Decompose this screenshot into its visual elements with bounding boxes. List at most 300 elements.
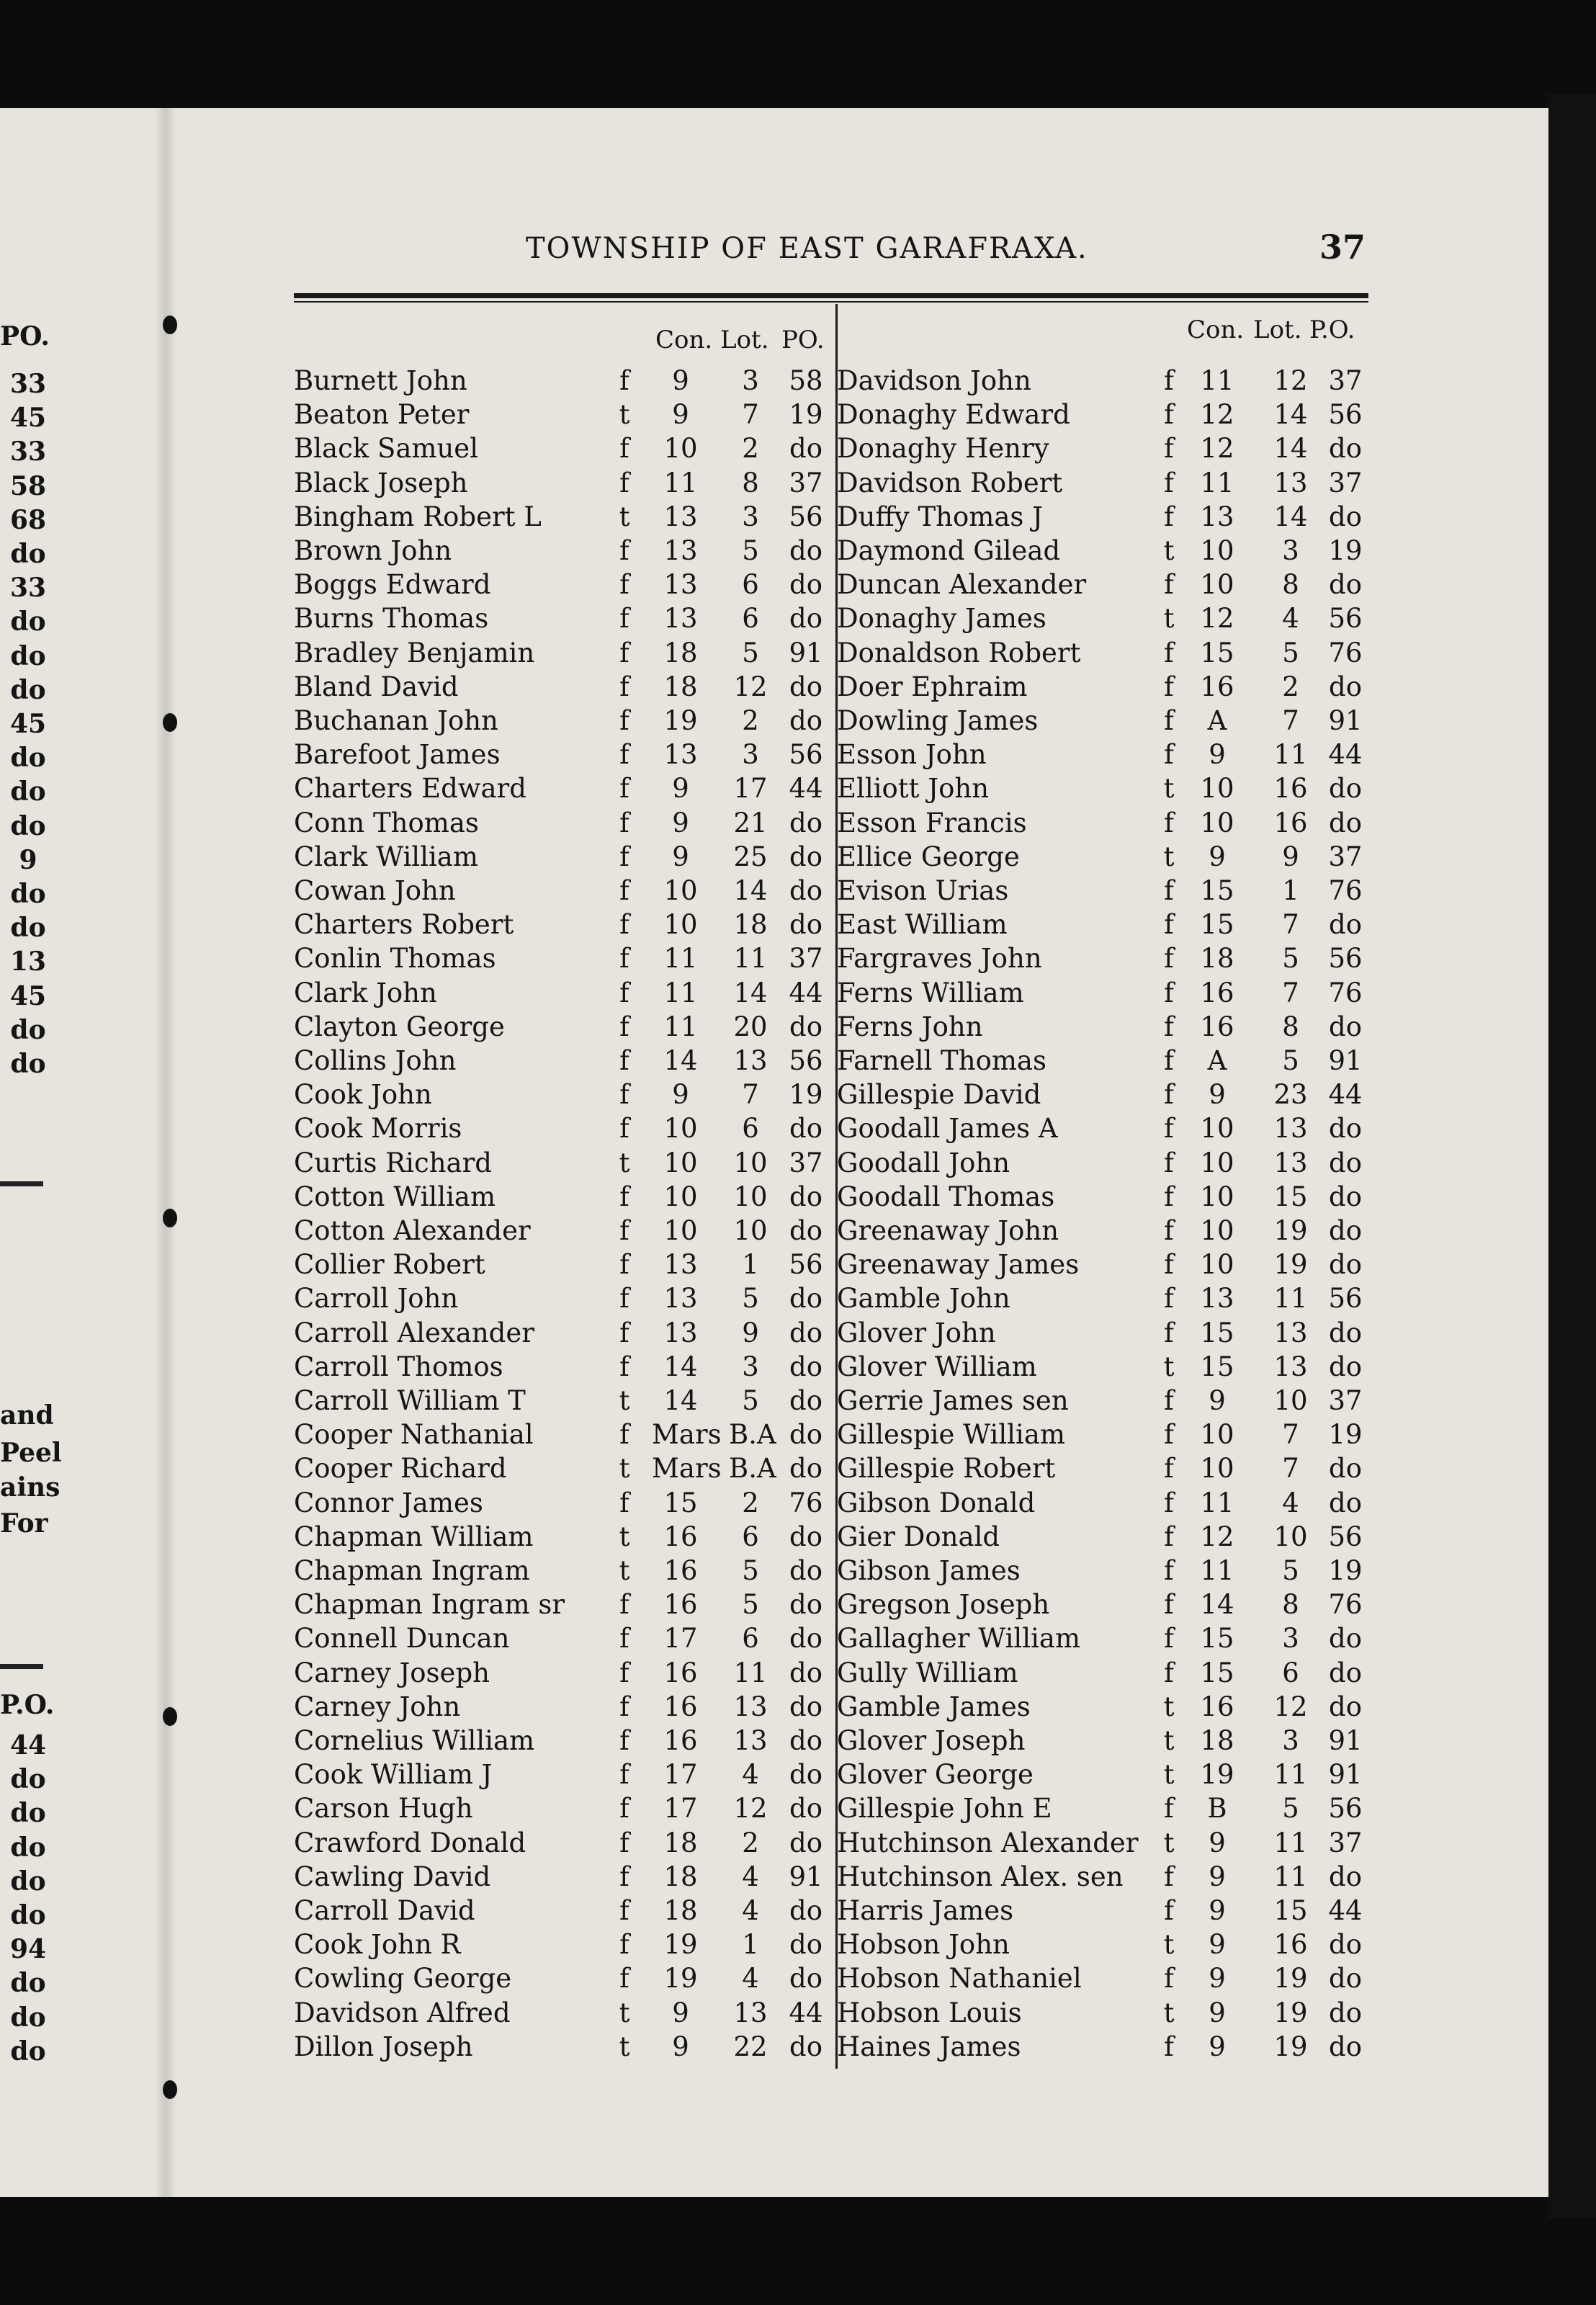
- right-entry: [837, 431, 1367, 465]
- lot: 18: [733, 909, 768, 941]
- right-entry: [837, 1078, 1367, 1111]
- lot: 5: [1282, 1555, 1299, 1586]
- concession: 10: [1200, 1147, 1234, 1178]
- left-entry: [294, 840, 827, 874]
- left-entry: [294, 738, 827, 771]
- left-entry: [294, 874, 827, 908]
- post-office: 44: [1328, 739, 1363, 771]
- post-office: 44: [789, 977, 823, 1008]
- concession: 16: [1200, 671, 1234, 702]
- tenure: f: [1164, 1011, 1174, 1042]
- lot: 13: [733, 1691, 768, 1722]
- concession: 11: [663, 467, 698, 498]
- left-entry: [294, 364, 827, 398]
- left-entry: [294, 771, 827, 805]
- margin-value: do: [10, 879, 46, 909]
- post-office: do: [1329, 1691, 1362, 1722]
- lot: 2: [1282, 671, 1299, 702]
- right-entry: [837, 704, 1367, 738]
- entry-name: Hutchinson Alexander: [837, 1827, 1139, 1858]
- entry-name: Carney Joseph: [294, 1657, 490, 1688]
- tenure: f: [1164, 399, 1174, 431]
- page-number: 37: [1319, 228, 1366, 267]
- tenure: f: [1164, 671, 1174, 702]
- concession: 15: [1200, 1623, 1234, 1655]
- left-entry: [294, 1724, 827, 1758]
- margin-value: do: [10, 640, 46, 671]
- lot: 3: [1282, 535, 1299, 566]
- tenure: f: [1164, 1589, 1174, 1621]
- post-office: do: [789, 569, 822, 601]
- tenure: f: [619, 1657, 629, 1688]
- lot: 7: [1282, 1419, 1299, 1451]
- concession: 13: [1200, 1283, 1234, 1315]
- right-entry: [837, 1044, 1367, 1078]
- left-entry: [294, 941, 827, 975]
- entry-name: Clayton George: [294, 1011, 505, 1042]
- lot: 11: [1273, 739, 1308, 771]
- entry-name: Cawling David: [294, 1861, 491, 1892]
- entry-name: Gallagher William: [837, 1623, 1081, 1655]
- post-office: 76: [1328, 637, 1363, 668]
- entry-name: Fargraves John: [837, 943, 1042, 975]
- concession: 13: [663, 1249, 698, 1281]
- concession: 16: [663, 1691, 698, 1722]
- concession: 14: [663, 1045, 698, 1076]
- right-entry: [837, 1010, 1367, 1044]
- tenure: f: [619, 1487, 629, 1518]
- post-office: 19: [789, 399, 823, 431]
- post-office: 76: [1328, 1589, 1363, 1621]
- left-entry: [294, 1248, 827, 1281]
- post-office: do: [789, 1419, 822, 1451]
- concession: A: [1207, 1045, 1227, 1076]
- post-office: 91: [789, 637, 823, 668]
- entry-name: Carroll Alexander: [294, 1317, 534, 1348]
- right-entry: [837, 1656, 1367, 1690]
- post-office: 37: [1328, 467, 1363, 498]
- tenure: f: [619, 1045, 629, 1076]
- concession: 9: [672, 773, 689, 805]
- lot: 10: [733, 1147, 768, 1178]
- left-entry: [294, 1418, 827, 1451]
- left-entry: [294, 1281, 827, 1315]
- concession: 14: [663, 1351, 698, 1382]
- concession: 13: [663, 1317, 698, 1348]
- tenure: f: [619, 807, 629, 838]
- tenure: t: [1163, 1725, 1175, 1756]
- lot: 4: [742, 1759, 759, 1791]
- post-office: 19: [1328, 1555, 1363, 1586]
- right-entry: [837, 1791, 1367, 1825]
- post-office: do: [1329, 1317, 1362, 1348]
- entry-name: Hobson Nathaniel: [837, 1963, 1082, 1995]
- concession: 9: [1209, 1079, 1226, 1111]
- entry-name: Gamble James: [837, 1691, 1031, 1722]
- tenure: t: [1163, 1997, 1175, 2028]
- left-entry: [294, 1758, 827, 1791]
- post-office: do: [789, 1011, 822, 1042]
- lot: 23: [1273, 1079, 1308, 1111]
- lot: 7: [742, 399, 759, 431]
- right-entry: [837, 1180, 1367, 1214]
- post-office: 37: [789, 467, 823, 498]
- concession: 16: [1200, 1691, 1234, 1722]
- entry-name: Gully William: [837, 1657, 1018, 1688]
- concession: 9: [672, 807, 689, 838]
- post-office: 56: [1328, 943, 1363, 975]
- lot: 12: [733, 1793, 768, 1825]
- left-entry: [294, 1554, 827, 1588]
- post-office: do: [789, 1453, 822, 1485]
- post-office: do: [789, 1351, 822, 1382]
- page-edge: [1548, 94, 1596, 2219]
- post-office: do: [789, 1691, 822, 1722]
- right-entry: [837, 1451, 1367, 1485]
- right-entry: [837, 1758, 1367, 1791]
- right-entry: [837, 771, 1367, 805]
- right-entry: [837, 1690, 1367, 1724]
- entry-name: Esson John: [837, 739, 987, 771]
- concession: 16: [1200, 1011, 1234, 1042]
- post-office: do: [1329, 1113, 1362, 1145]
- concession: 18: [663, 637, 698, 668]
- tenure: f: [1164, 1283, 1174, 1315]
- concession: 10: [663, 433, 698, 465]
- post-office: 37: [1328, 1385, 1363, 1416]
- entry-name: Hutchinson Alex. sen: [837, 1861, 1124, 1892]
- gutter-shadow: [155, 108, 176, 2197]
- post-office: do: [789, 1283, 822, 1315]
- header-po-left: PO.: [781, 326, 825, 354]
- concession: 11: [663, 943, 698, 975]
- entry-name: Charters Robert: [294, 909, 514, 941]
- tenure: f: [1164, 705, 1174, 736]
- left-entry: [294, 1350, 827, 1384]
- post-office: do: [789, 841, 822, 872]
- tenure: f: [1164, 501, 1174, 532]
- concession: 13: [1200, 501, 1234, 532]
- concession: 10: [1200, 1419, 1234, 1451]
- tenure: f: [1164, 1453, 1174, 1485]
- left-entry: [294, 568, 827, 601]
- tenure: t: [619, 1453, 630, 1485]
- post-office: 37: [1328, 365, 1363, 396]
- entry-name: Beaton Peter: [294, 399, 470, 431]
- concession: 15: [663, 1487, 698, 1518]
- concession: 19: [1200, 1759, 1234, 1791]
- lot: 19: [1273, 1963, 1308, 1995]
- post-office: 91: [789, 1861, 823, 1892]
- right-entry: [837, 1350, 1367, 1384]
- entry-name: Bland David: [294, 671, 459, 702]
- post-office: 56: [1328, 1521, 1363, 1552]
- lot: 6: [742, 1623, 759, 1655]
- margin-value: 58: [9, 470, 47, 501]
- entry-name: Duncan Alexander: [837, 569, 1087, 601]
- concession: 10: [663, 909, 698, 941]
- lot: 5: [742, 1283, 759, 1315]
- lot: 17: [733, 773, 768, 805]
- tenure: f: [1164, 569, 1174, 601]
- lot: 5: [1282, 1793, 1299, 1825]
- entry-name: Goodall James A: [837, 1113, 1058, 1145]
- tenure: t: [619, 1521, 630, 1552]
- tenure: t: [619, 2031, 630, 2062]
- tenure: f: [1164, 875, 1174, 906]
- left-entry: [294, 1316, 827, 1350]
- margin-word: For: [0, 1508, 48, 1539]
- post-office: 19: [1328, 535, 1363, 566]
- entry-name: Boggs Edward: [294, 569, 491, 601]
- left-entry: [294, 1791, 827, 1825]
- concession: 11: [1200, 467, 1234, 498]
- entry-name: Collier Robert: [294, 1249, 485, 1281]
- post-office: 56: [1328, 603, 1363, 635]
- margin-value: 33: [9, 369, 47, 399]
- lot: 10: [733, 1181, 768, 1212]
- concession: 18: [663, 1827, 698, 1858]
- post-office: do: [1329, 1861, 1362, 1892]
- tenure: f: [1164, 1793, 1174, 1825]
- entry-name: Goodall John: [837, 1147, 1010, 1178]
- entry-name: Greenaway John: [837, 1215, 1059, 1246]
- post-office: 58: [789, 365, 823, 396]
- right-entry: [837, 1996, 1367, 2030]
- tenure: f: [1164, 1385, 1174, 1416]
- concession: 17: [663, 1793, 698, 1825]
- tenure: t: [619, 501, 630, 532]
- margin-value: do: [10, 2036, 46, 2067]
- concession: 18: [1200, 943, 1234, 975]
- left-entry: [294, 2030, 827, 2064]
- lot: 1: [1282, 875, 1299, 906]
- tenure: f: [1164, 1147, 1174, 1178]
- lot: 21: [733, 807, 768, 838]
- right-entry: [837, 568, 1367, 601]
- tenure: f: [1164, 1045, 1174, 1076]
- lot: 13: [1273, 1317, 1308, 1348]
- concession: 10: [1200, 1113, 1234, 1145]
- tenure: f: [619, 1419, 629, 1451]
- left-entry: [294, 670, 827, 704]
- post-office: do: [1329, 807, 1362, 838]
- post-office: do: [789, 1827, 822, 1858]
- tenure: f: [619, 705, 629, 736]
- tenure: t: [1163, 603, 1175, 635]
- entry-name: Glover John: [837, 1317, 996, 1348]
- left-entry: [294, 806, 827, 840]
- left-entry: [294, 1111, 827, 1145]
- concession: 9: [672, 841, 689, 872]
- post-office: 76: [789, 1487, 823, 1518]
- post-office: do: [789, 671, 822, 702]
- concession: 9: [1209, 1895, 1226, 1926]
- concession: 16: [663, 1657, 698, 1688]
- entry-name: Chapman Ingram sr: [294, 1589, 565, 1621]
- entry-name: Cowan John: [294, 875, 456, 906]
- entry-name: Glover William: [837, 1351, 1037, 1382]
- entry-name: Greenaway James: [837, 1249, 1080, 1281]
- tenure: f: [1164, 977, 1174, 1008]
- concession: 10: [1200, 773, 1234, 805]
- lot: 2: [742, 1827, 759, 1858]
- concession: 9: [672, 2031, 689, 2062]
- tenure: f: [1164, 1181, 1174, 1212]
- margin-header: PO.: [0, 321, 50, 352]
- right-entry: [837, 1961, 1367, 1995]
- lot: 20: [733, 1011, 768, 1042]
- concession: 9: [1209, 739, 1226, 771]
- post-office: do: [1329, 1351, 1362, 1382]
- tenure: f: [619, 365, 629, 396]
- lot: 14: [733, 977, 768, 1008]
- post-office: 37: [789, 1147, 823, 1178]
- right-entry: [837, 601, 1367, 635]
- lot: 9: [1282, 841, 1299, 872]
- concession: 16: [663, 1521, 698, 1552]
- post-office: 56: [1328, 1283, 1363, 1315]
- post-office: do: [789, 1113, 822, 1145]
- margin-value: do: [10, 1764, 46, 1795]
- concession: 16: [663, 1555, 698, 1586]
- tenure: f: [1164, 739, 1174, 771]
- lot: 25: [733, 841, 768, 872]
- lot: 13: [1273, 1351, 1308, 1382]
- tenure: f: [619, 1691, 629, 1722]
- post-office: 56: [789, 739, 823, 771]
- post-office: do: [1329, 2031, 1362, 2062]
- lot: 5: [742, 1555, 759, 1586]
- right-entry: [837, 636, 1367, 670]
- lot: 16: [1273, 773, 1308, 805]
- lot: 3: [742, 739, 759, 771]
- entry-name: Ferns William: [837, 977, 1024, 1008]
- lot: 4: [1282, 1487, 1299, 1518]
- tenure: f: [619, 909, 629, 941]
- lot: 14: [1273, 433, 1308, 465]
- post-office: do: [789, 909, 822, 941]
- left-entry: [294, 1826, 827, 1860]
- tenure: f: [1164, 1555, 1174, 1586]
- entry-name: Dillon Joseph: [294, 2031, 473, 2062]
- post-office: do: [789, 807, 822, 838]
- tenure: t: [619, 1555, 630, 1586]
- binding-mark: [163, 713, 177, 732]
- entry-name: Farnell Thomas: [837, 1045, 1046, 1076]
- margin-value: 33: [9, 437, 47, 467]
- lot: 5: [1282, 943, 1299, 975]
- left-entry: [294, 1894, 827, 1928]
- lot: 7: [1282, 909, 1299, 941]
- concession: 10: [663, 1147, 698, 1178]
- right-entry: [837, 1554, 1367, 1588]
- tenure: t: [1163, 1827, 1175, 1858]
- right-entry: [837, 941, 1367, 975]
- post-office: 19: [1328, 1419, 1363, 1451]
- entry-name: Carroll John: [294, 1283, 459, 1315]
- entry-name: Cotton Alexander: [294, 1215, 531, 1246]
- entry-name: Collins John: [294, 1045, 457, 1076]
- lot: 6: [742, 1521, 759, 1552]
- entry-name: Davidson Robert: [837, 467, 1063, 498]
- concession: A: [1207, 705, 1227, 736]
- margin-value: do: [10, 2002, 46, 2033]
- lot: 3: [742, 365, 759, 396]
- tenure: f: [1164, 1861, 1174, 1892]
- tenure: f: [1164, 1963, 1174, 1995]
- lot: 19: [1273, 1249, 1308, 1281]
- entry-name: Doer Ephraim: [837, 671, 1028, 702]
- tenure: f: [619, 1827, 629, 1858]
- lot: 13: [1273, 1147, 1308, 1178]
- entry-name: Connor James: [294, 1487, 483, 1518]
- entry-name: Daymond Gilead: [837, 535, 1061, 566]
- header-lot-right: Lot.: [1253, 315, 1302, 344]
- lot: 5: [742, 1385, 759, 1416]
- header-rule-thick: [294, 293, 1368, 298]
- tenure: f: [619, 1759, 629, 1791]
- margin-value: 33: [9, 573, 47, 604]
- entry-name: Burnett John: [294, 365, 467, 396]
- lot: 5: [742, 637, 759, 668]
- concession: 9: [672, 365, 689, 396]
- tenure: f: [619, 1215, 629, 1246]
- entry-name: Cooper Richard: [294, 1453, 507, 1485]
- right-entry: [837, 466, 1367, 500]
- post-office: do: [1329, 1487, 1362, 1518]
- entry-name: Charters Edward: [294, 773, 526, 805]
- concession: Mars: [652, 1453, 722, 1485]
- margin-value: do: [10, 1900, 46, 1930]
- entry-name: Glover Joseph: [837, 1725, 1026, 1756]
- lot: 6: [742, 603, 759, 635]
- lot: 10: [733, 1215, 768, 1246]
- post-office: do: [789, 1555, 822, 1586]
- tenure: f: [619, 1317, 629, 1348]
- left-entry: [294, 1384, 827, 1418]
- concession: 14: [1200, 1589, 1234, 1621]
- lot: 4: [742, 1963, 759, 1995]
- tenure: t: [1163, 841, 1175, 872]
- lot: 1: [742, 1929, 759, 1961]
- tenure: f: [1164, 1113, 1174, 1145]
- right-entry: [837, 1928, 1367, 1961]
- concession: 15: [1200, 637, 1234, 668]
- entry-name: Connell Duncan: [294, 1623, 510, 1655]
- concession: 9: [1209, 2031, 1226, 2062]
- post-office: 56: [1328, 399, 1363, 431]
- entry-name: Gibson James: [837, 1555, 1021, 1586]
- header-lot-left: Lot.: [720, 326, 769, 354]
- margin-rule: [0, 1181, 43, 1186]
- tenure: f: [619, 943, 629, 975]
- concession: 9: [1209, 841, 1226, 872]
- post-office: 37: [1328, 1827, 1363, 1858]
- concession: 16: [663, 1589, 698, 1621]
- concession: 18: [663, 1895, 698, 1926]
- concession: 15: [1200, 1351, 1234, 1382]
- lot: 11: [1273, 1283, 1308, 1315]
- tenure: f: [619, 1249, 629, 1281]
- tenure: f: [619, 1079, 629, 1111]
- entry-name: Harris James: [837, 1895, 1014, 1926]
- tenure: f: [1164, 1895, 1174, 1926]
- concession: 15: [1200, 1657, 1234, 1688]
- entry-name: Crawford Donald: [294, 1827, 526, 1858]
- entry-name: Glover George: [837, 1759, 1034, 1791]
- post-office: do: [789, 1793, 822, 1825]
